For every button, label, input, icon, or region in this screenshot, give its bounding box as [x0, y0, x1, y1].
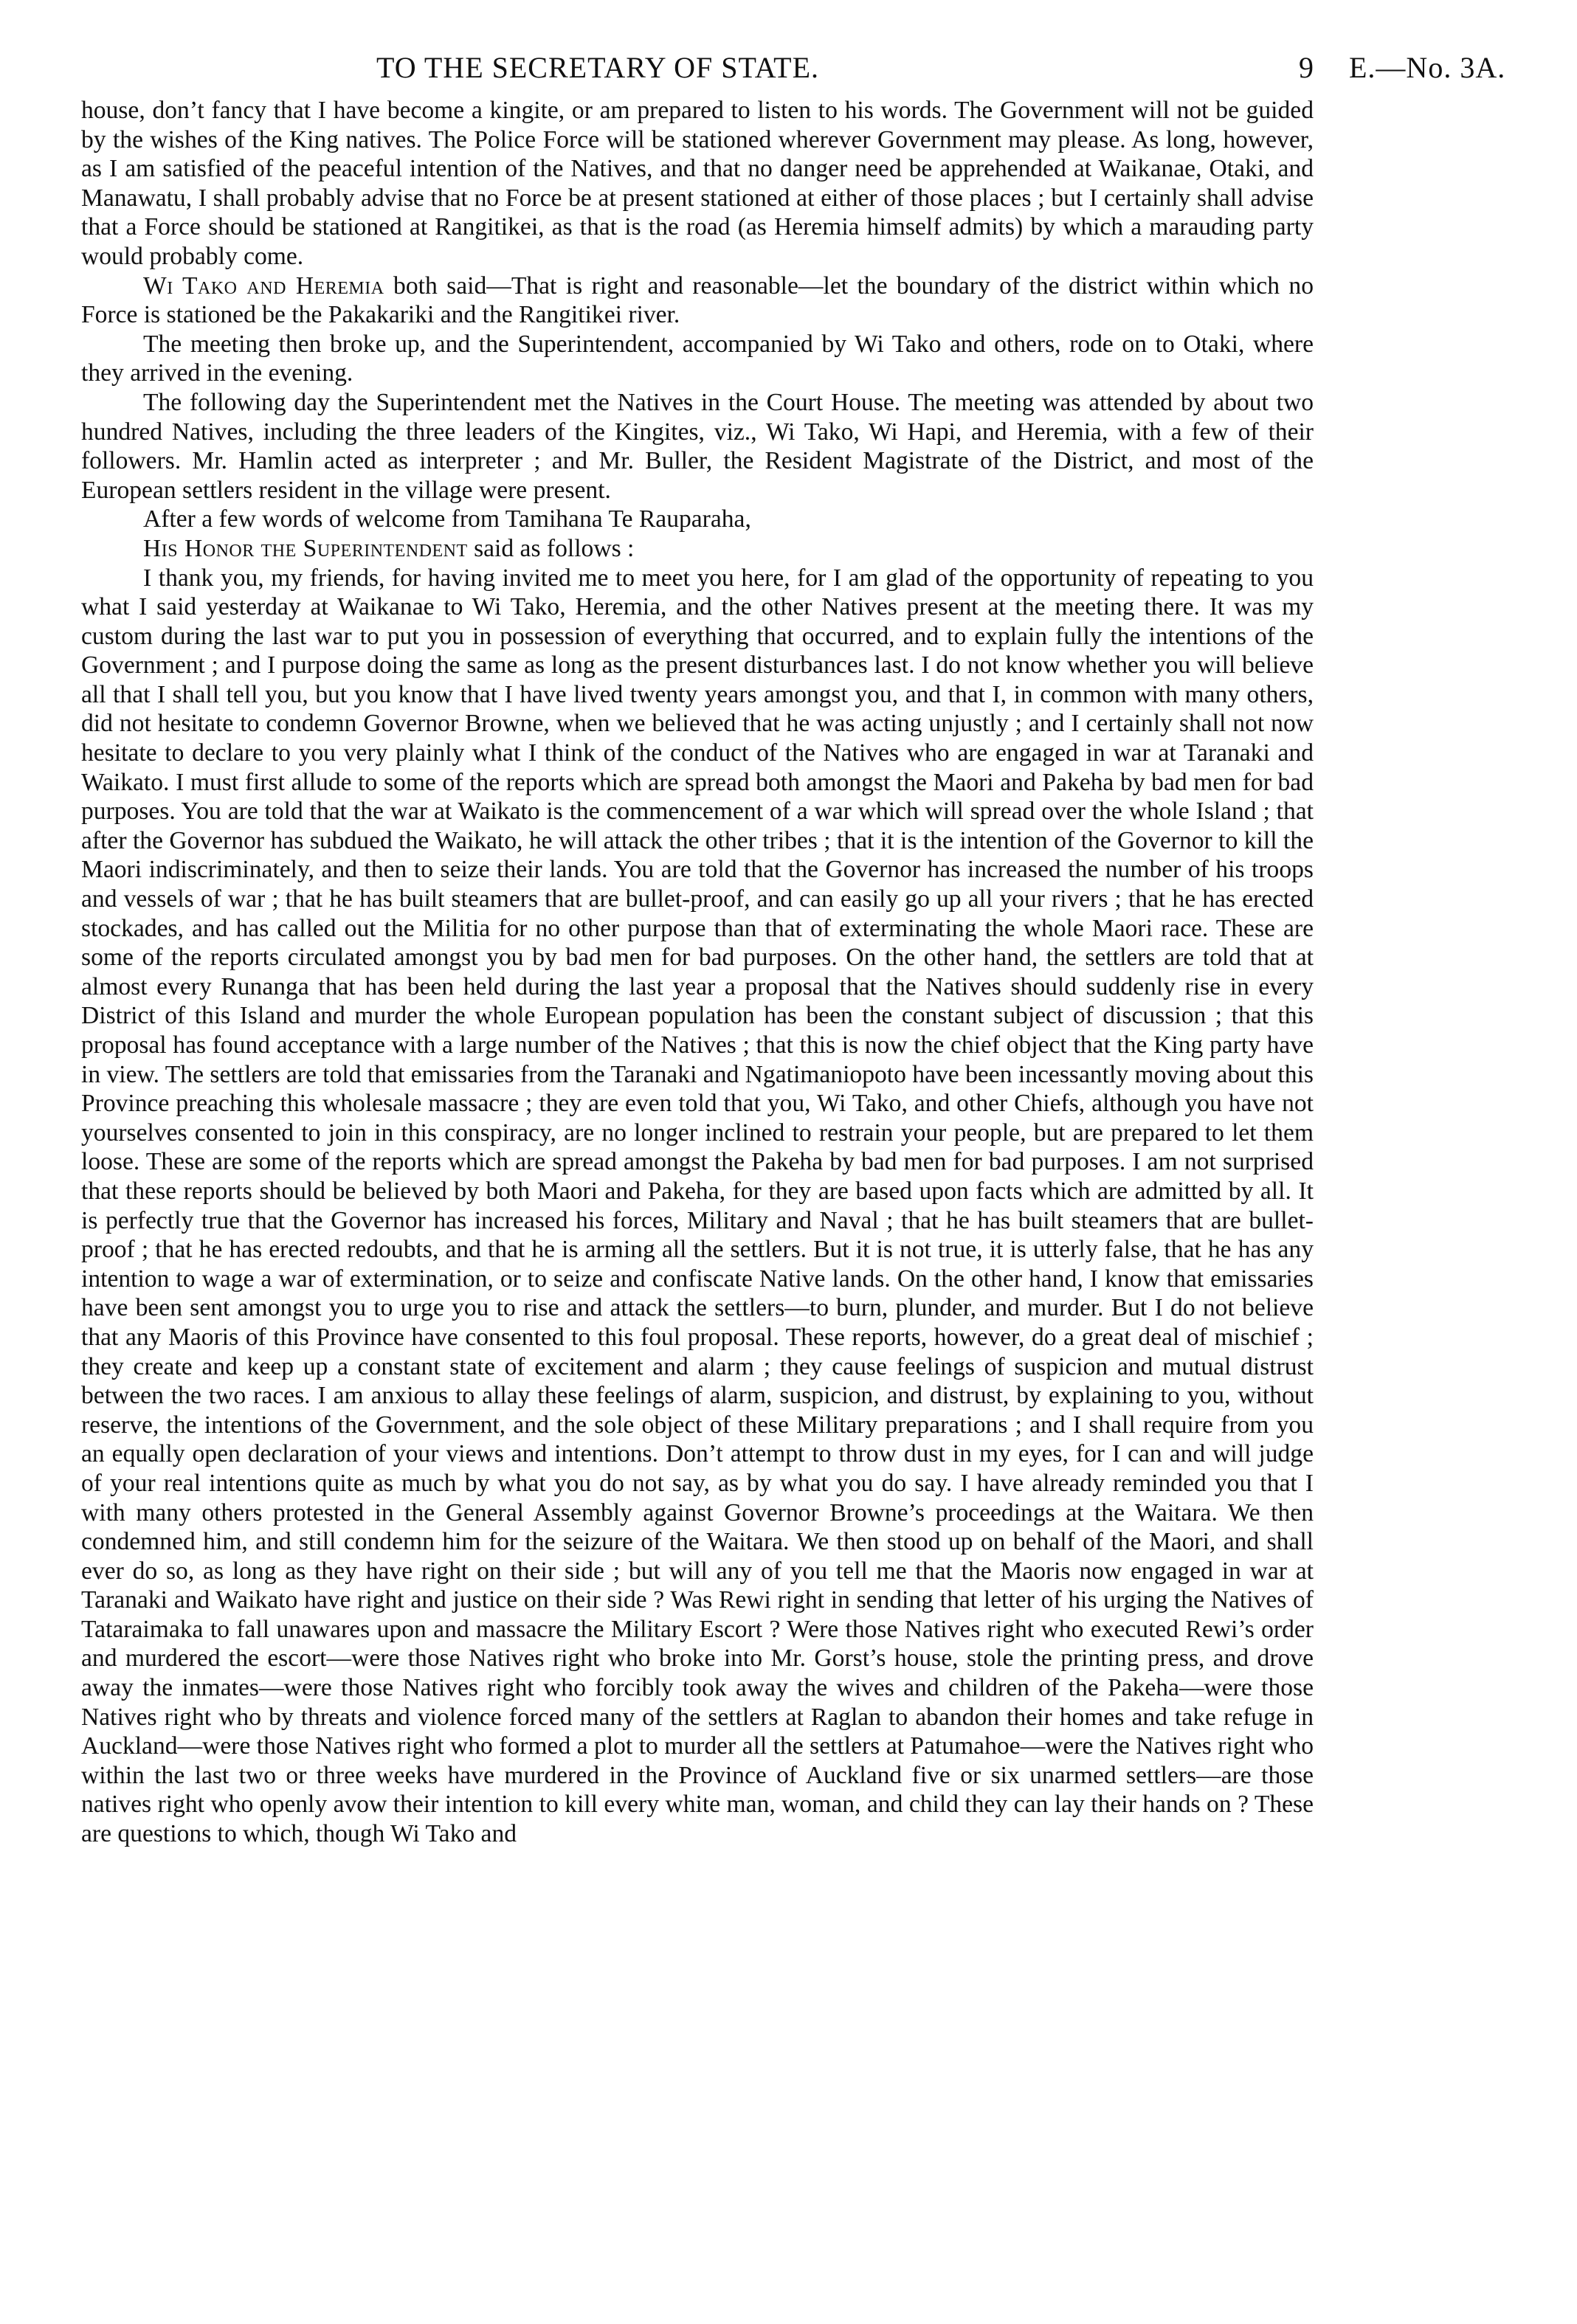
paragraph-3: The meeting then broke up, and the Superintendent, accompanied by Wi Tako and others, rode on to Otaki, where they arrived in the evening. — [81, 330, 1314, 387]
paragraph-5: After a few words of welcome from Tamihana Te Rauparaha, — [143, 505, 751, 533]
header-title: TO THE SECRETARY OF STATE. — [376, 51, 820, 84]
paragraph-2-text: both said—That is right and reasonable—let the boundary of the district within which no Force is stationed be the Pakakariki and the Rangitikei river. — [81, 272, 1314, 329]
speaker-title: His Honor the Superintendent — [143, 534, 468, 562]
paragraph-6-text: said as follows : — [467, 534, 635, 562]
paragraph-6 — [81, 534, 1314, 564]
document-page — [81, 44, 1506, 1849]
body-text — [81, 96, 1314, 1849]
running-header — [81, 44, 1506, 96]
paragraph-2 — [81, 272, 1314, 330]
paragraph-4: The following day the Superintendent met the Natives in the Court House. The meeting was attended by about two hundred Natives, including the three leaders of the Kingites, viz., Wi Tako, Wi Hapi, and Heremia, with a few of their followers. Mr. Hamlin acted as interpreter ; and Mr. Buller, the Resident Magistrate of the District, and most of the European settlers resident in the village were present. — [81, 388, 1314, 504]
paragraph-1: house, don’t fancy that I have become a kingite, or am prepared to listen to his words. The Government will not be guided by the wishes of the King natives. The Police Force will be stationed wherever Government may please. As long, however, as I am satisfied of the peaceful intention of the Natives, and that no danger need be apprehended at Waikanae, Otaki, and Manawatu, I shall probably advise that no Force be at present stationed at either of those places ; but I certainly shall advise that a Force should be stationed at Rangitikei, as that is the road (as Heremia himself admits) by which a marauding party would probably come. — [81, 97, 1314, 270]
paragraph-7: I thank you, my friends, for having invited me to meet you here, for I am glad of the opportunity of repeating to you what I said yesterday at Waikanae to Wi Tako, Heremia, and the other Natives present at the meeting there. It was my custom during the last war to put you in possession of everything that occurred, and to explain fully the intentions of the Government ; and I purpose doing the same as long as the present disturbances last. I do not know whether you will believe all that I shall tell you, but you know that I have lived twenty years amongst you, and that I, in common with many others, did not hesitate to condemn Governor Browne, when we believed that he was acting unjustly ; and I certainly shall not now hesitate to declare to you very plainly what I think of the conduct of the Natives who are engaged in war at Taranaki and Waikato. I must first allude to some of the reports which are spread both amongst the Maori and Pakeha by bad men for bad purposes. You are told that the war at Waikato is the commencement of a war which will spread over the whole Island ; that after the Governor has subdued the Waikato, he will attack the other tribes ; that it is the intention of the Governor to kill the Maori indiscriminately, and then to seize their lands. You are told that the Governor has increased the number of his troops and vessels of war ; that he has built steamers that are bullet-proof, and can easily go up all your rivers ; that he has erected stockades, and has called out the Militia for no other purpose than that of exterminating the whole Maori race. These are some of the reports circulated amongst you by bad men for bad purposes. On the other hand, the settlers are told that at almost every Runanga that has been held during the last year a proposal that the Natives should suddenly rise in every District of this Island and murder the whole European population has been the constant subject of discussion ; that this proposal has found acceptance with a large number of the Natives ; that this is now the chief object that the King party have in view. The settlers are told that emissaries from the Taranaki and Ngatimaniopoto have been incessantly moving about this Province preaching this wholesale massacre ; they are even told that you, Wi Tako, and other Chiefs, although you have not yourselves consented to join in this conspiracy, are no longer inclined to restrain your people, but are prepared to let them loose. These are some of the reports which are spread amongst the Pakeha by bad men for bad purposes. I am not surprised that these reports should be believed by both Maori and Pakeha, for they are based upon facts which are admitted by all. It is perfectly true that the Governor has increased his forces, Military and Naval ; that he has built steamers that are bullet-proof ; that he has erected redoubts, and that he is arming all the settlers. But it is not true, it is utterly false, that he has any intention to wage a war of extermination, or to seize and confiscate Native lands. On the other hand, I know that emissaries have been sent amongst you to urge you to rise and attack the settlers—to burn, plunder, and murder. But I do not believe that any Maoris of this Province have consented to this foul proposal. These reports, however, do a great deal of mischief ; they create and keep up a constant state of excitement and alarm ; they cause feelings of suspicion and mutual distrust between the two races. I am anxious to allay these feelings of alarm, suspicion, and distrust, by explaining to you, without reserve, the intentions of the Government, and the sole object of these Military preparations ; and I shall require from you an equally open declaration of your views and intentions. Don’t attempt to throw dust in my eyes, for I can and will judge of your real intentions quite as much by what you do not say, as by what you do say. I have already reminded you that I with many others protested in the General Assembly against Governor Browne’s proceedings at the Waitara. We then condemned him, and still condemn him for the seizure of the Waitara. We then stood up on behalf of the Maori, and shall ever do so, as long as they have right on their side ; but will any of you tell me that the Maoris now engaged in war at Taranaki and Waikato have right and justice on their side ? Was Rewi right in sending that letter of his urging the Natives of Tataraimaka to fall unawares upon and massacre the Military Escort ? Were those Natives right who executed Rewi’s order and murdered the escort—were those Natives right who broke into Mr. Gorst’s house, stole the printing press, and drove away the inmates—were those Natives right who forcibly took away the wives and children of the Pakeha—were those Natives right who by threats and violence forced many of the settlers at Raglan to abandon their homes and take refuge in Auckland—were those Natives right who formed a plot to murder all the settlers at Patumahoe—were the Natives right who within the last two or three weeks have murdered in the Province of Auckland five or six unarmed settlers—are those natives right who openly avow their intention to kill every white man, woman, and child they can lay their hands on ? These are questions to which, though Wi Tako and — [81, 564, 1314, 1848]
page-number: 9 — [1299, 51, 1314, 84]
document-reference: E.—No. 3A. — [1349, 51, 1506, 84]
speaker-names: Wi Tako and Heremia — [143, 272, 384, 300]
